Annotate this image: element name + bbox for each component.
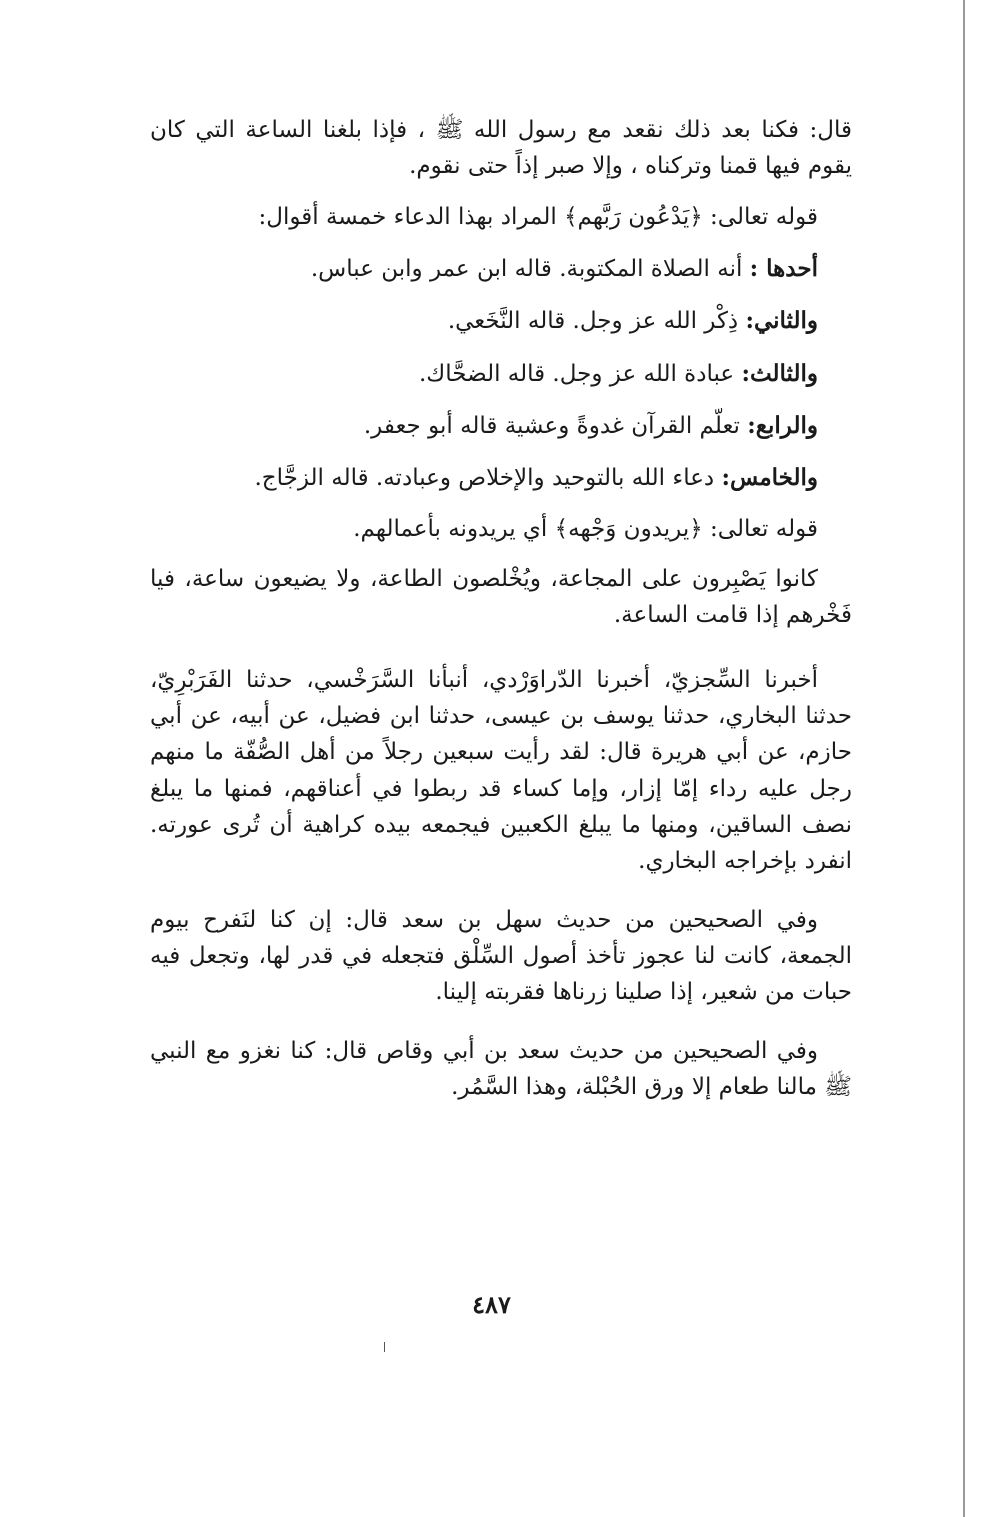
paragraph-3: كانوا يَصْبِرون على المجاعة، ويُخْلصون الطاعة، ولا يضيعون ساعة، فيا فَخْرهم إذا قامت الساعة. — [150, 565, 852, 629]
paragraph-2: قوله تعالى: ﴿يَدْعُون رَبَّهم﴾ المراد بهذا الدعاء خمسة أقوال: — [258, 203, 818, 230]
paragraph-1: قال: فكنا بعد ذلك نقعد مع رسول الله ﷺ ، فإذا بلغنا الساعة التي كان يقوم فيها قمنا وتركناه ، وإلا صبر إذاً حتى نقوم. — [150, 117, 852, 180]
item-text: ذِكْر الله عز وجل. قاله النَّخَعي. — [447, 308, 746, 335]
item-text: دعاء الله بالتوحيد والإخلاص وعبادته. قاله الزجَّاج. — [254, 465, 722, 492]
list-item-4 — [150, 408, 852, 444]
item-text: أنه الصلاة المكتوبة. قاله ابن عمر وابن عباس. — [310, 255, 750, 282]
list-item-3 — [150, 356, 852, 392]
quote-line: قوله تعالى: ﴿يريدون وَجْهه﴾ أي يريدونه بأعمالهم. — [353, 515, 818, 542]
item-label: والرابع: — [747, 411, 818, 439]
item-label: والثاني: — [745, 307, 818, 335]
list-item-2 — [150, 303, 852, 339]
item-text: تعلّم القرآن غدوةً وعشية قاله أبو جعفر. — [363, 412, 748, 439]
list-item-1 — [150, 251, 852, 287]
page-body — [150, 112, 852, 1105]
item-label: والخامس: — [721, 464, 818, 492]
paragraph-4: أخبرنا السِّجزيّ، أخبرنا الدّراوَرْدي، أنبأنا السَّرَخْسي، حدثنا الفَرَبْرِيّ، حدثنا البخاري، حدثنا يوسف بن عيسى، حدثنا ابن فضيل، عن أبيه، عن أبي حازم، عن أبي هريرة قال: لقد رأيت سبعين رجلاً من أهل الصُّفّة ما منهم رجل عليه رداء إمّا إزار، وإما كساء قد ربطوا في أعناقهم، فمنها ما يبلغ نصف الساقين، ومنها ما يبلغ الكعبين فيجمعه بيده كراهية أن تُرى عورته. انفرد بإخراجه البخاري. — [150, 666, 852, 875]
item-label: أحدها : — [749, 254, 818, 282]
page-number: ٤٨٧ — [472, 1290, 511, 1319]
item-label: والثالث: — [741, 359, 818, 387]
paragraph-5: وفي الصحيحين من حديث سهل بن سعد قال: إن كنا لنَفرح بيوم الجمعة، كانت لنا عجوز تأخذ أصول السِّلْق فتجعله في قدر لها، وتجعل فيه حبات من شعير، إذا صلينا زرناها فقربته إلينا. — [150, 906, 852, 1006]
list-item-5 — [150, 460, 852, 496]
item-text: عبادة الله عز وجل. قاله الضحَّاك. — [419, 360, 742, 387]
scan-mark — [384, 1342, 385, 1352]
paragraph-6: وفي الصحيحين من حديث سعد بن أبي وقاص قال: كنا نغزو مع النبي ﷺ مالنا طعام إلا ورق الحُبْلة، وهذا السَّمُر. — [150, 1037, 852, 1100]
